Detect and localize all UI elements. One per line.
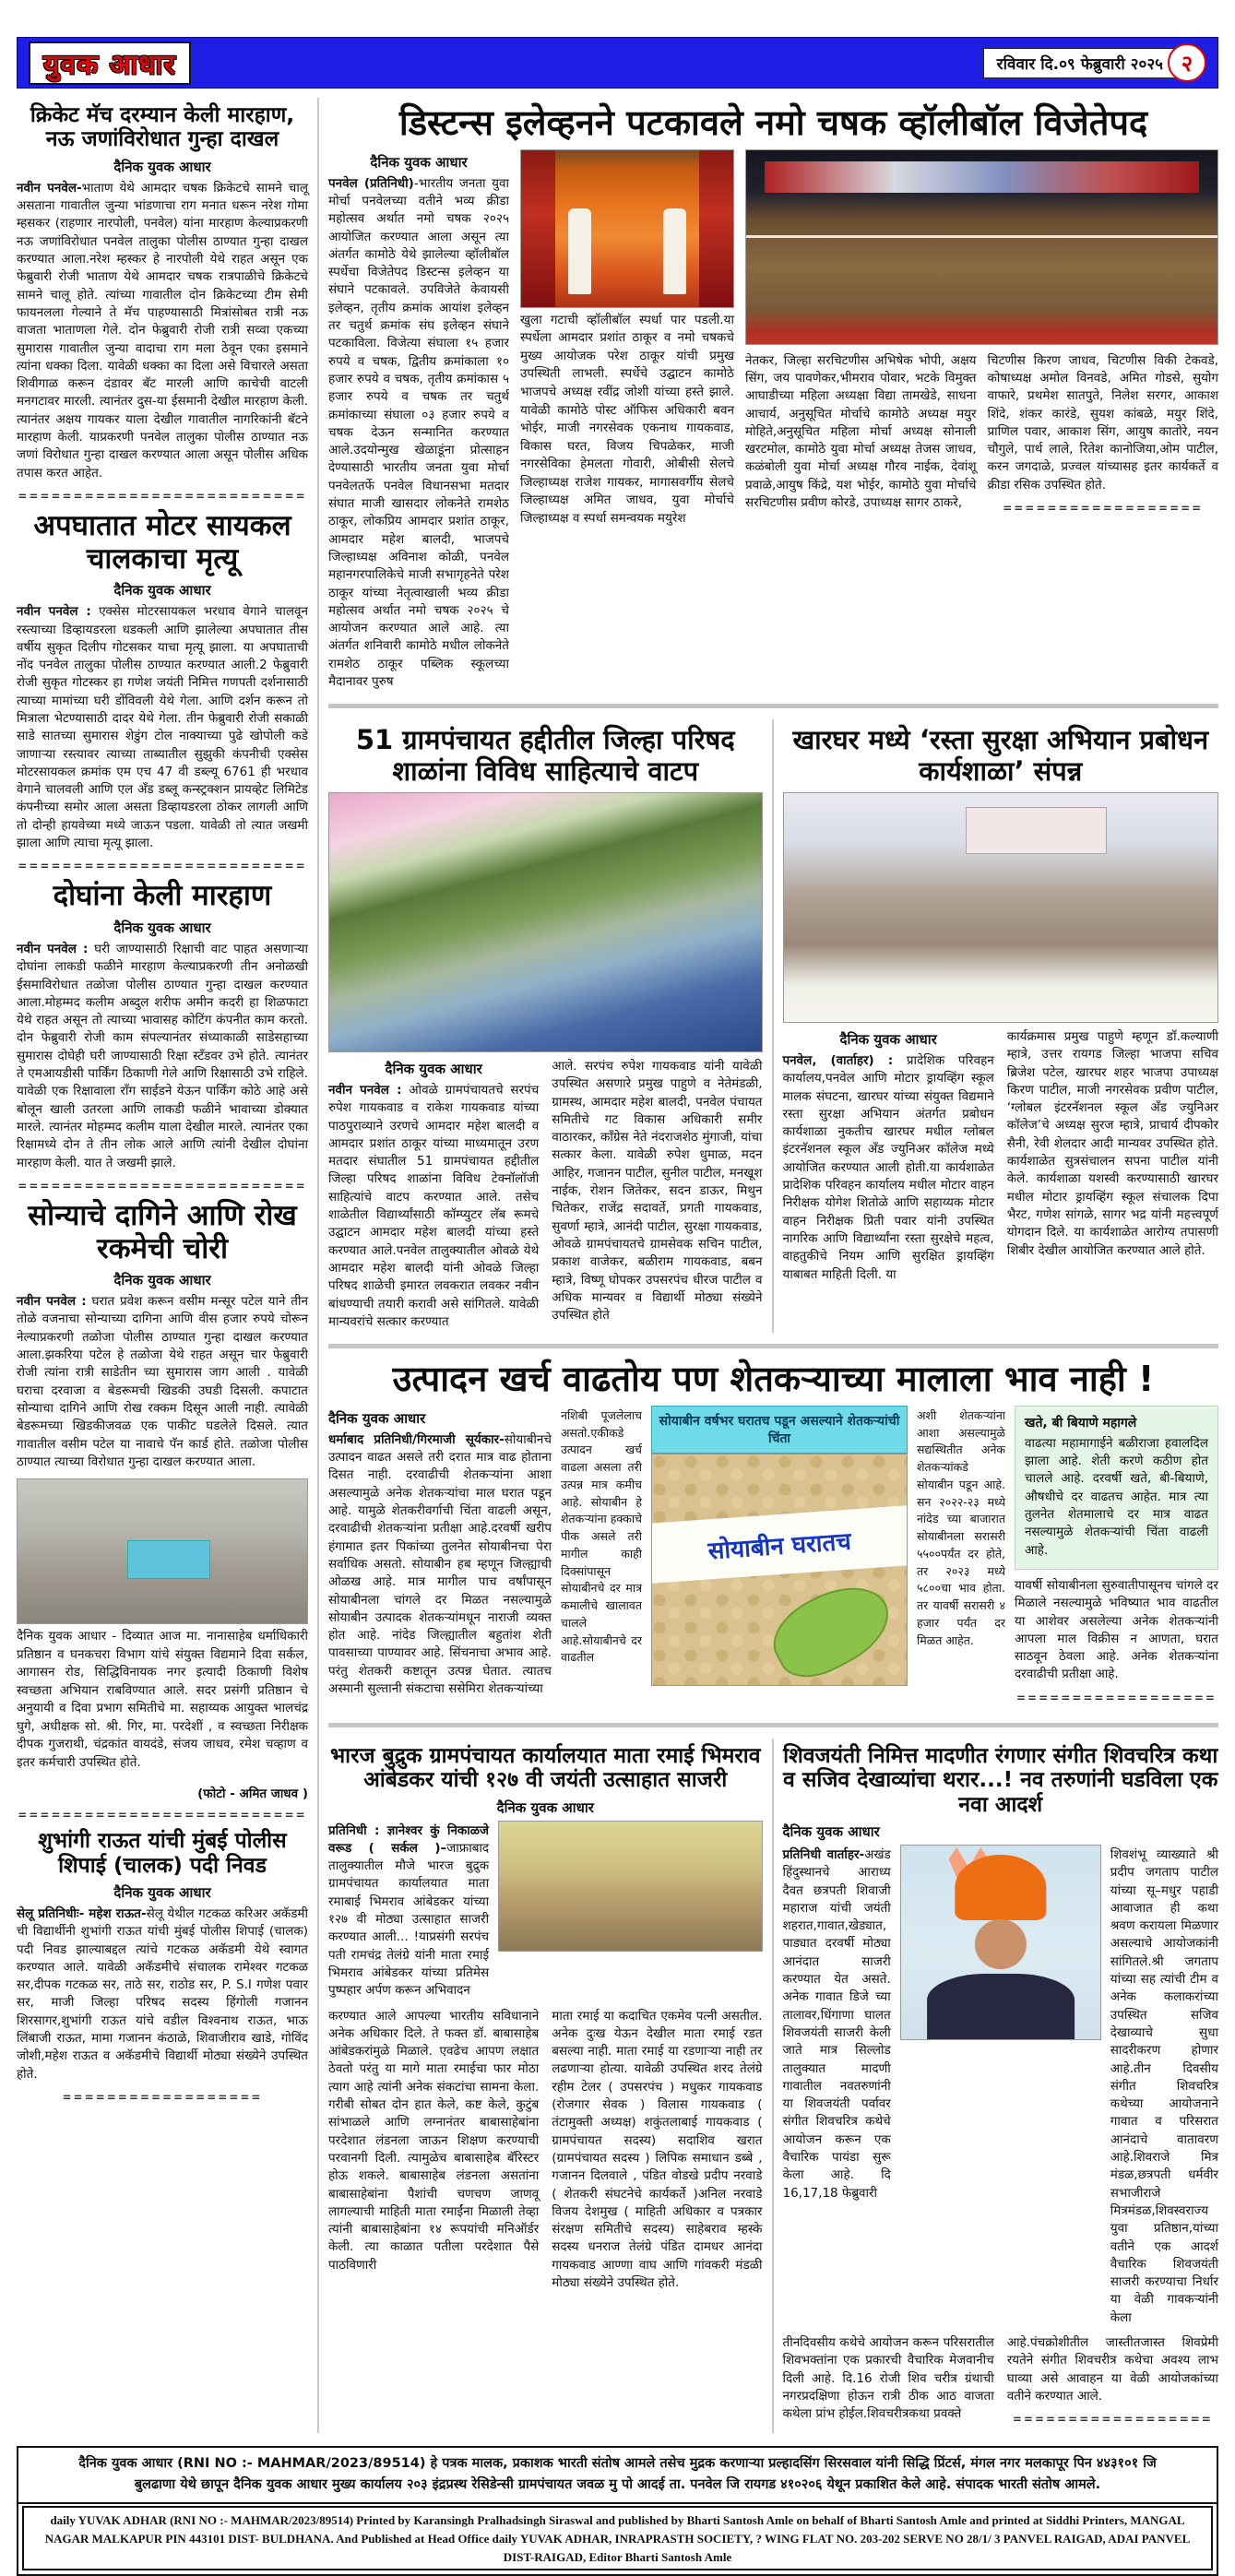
column-2: आले. सरपंच रुपेश गायकवाड यांनी यावेळी उपस्थित असणारे प्रमुख पाहुणे व नेतेमंडळी, ग्रामस्थ, आमदार महेश बालदी, पनवेल पंचायत समितीचे गट विकास अधिकारी समीर वाठारकर, काँग्रेस नेते नंदराजशेठ मुंगाजी, यांचा सत्कार केला. यावेळी रुपेश धुमाळ, मदन आहिर, गजानन पाटील, सुनील पाटील, मनखूश नाईक, रोशन जितेकर, सदन डाऊर, मिथुन चितेकर, राजेंद्र सदावर्ते, प्रगती गायकवाड, सुवर्णा म्हात्रे, आनंदी पाटील, सुरक्षा गायकवाड, ओवळे ग्रामपंचायतचे ग्रामसेवक सचिन पाटील, प्रकाश वाजेकर, बळीराम गायकवाड, बबन म्हात्रे, विष्णू घोपकर उपसरपंच धीरज पाटील व अधिक मान्यवर व विद्यार्थी मोठ्या संख्येने उपस्थित होते (552, 1058, 763, 1324)
speaker-portrait-photo (900, 1845, 1101, 2040)
headline: खारघर मध्ये ‘रस्ता सुरक्षा अभियान प्रबोधन कार्यशाळा’ संपन्न (792, 724, 1209, 787)
article-body (17, 603, 308, 852)
photo-caption-strip: सोयाबीन वर्षभर घरातच पडून असल्याने शेतकऱ्यांची चिंता (651, 1406, 908, 1454)
poster-decoration (699, 150, 733, 307)
article-body (328, 1431, 552, 1698)
column-1 (783, 1027, 994, 1286)
bottom-sections-row (328, 1739, 1218, 2434)
headline: सोन्याचे दागिने आणि रोख रकमेची चोरी (28, 1198, 297, 1265)
article-body (17, 941, 308, 1172)
article-school-materials (328, 719, 774, 1333)
newspaper-logo (29, 42, 191, 85)
byline: दैनिक युवक आधार (113, 920, 211, 936)
box-body: वाढत्या महामागाईने बळीराजा हवालदिल झाला आहे. शेती करणे कठीण होत चालले आहे. दरवर्षी खते, बी-बियाणे, औषधीचे दर वाढतच आहेत. मात्र त्या तुलनेत शेतमालाचे दर मात्र वाढत नसल्यामुळे शेतकऱ्यांची चिंता वाढली आहे. (1025, 1435, 1208, 1558)
separator: ========================== (18, 860, 307, 873)
kharghar-workshop-photo (783, 792, 1219, 1023)
separator: ================== (1016, 1691, 1217, 1704)
byline: दैनिक युवक आधार (385, 1060, 482, 1077)
volleyball-match-photo (745, 149, 1218, 345)
photo-caption: खुला गटाची व्हॉलीबॉल स्पर्धा पार पडली.या स्पर्धेला आमदार प्रशांत ठाकूर व नमो चषकचे मुख्य आयोजक परेश ठाकूर यांची प्रमुख उपस्थिती लाभली. स्पर्धेचे उद्घाटन कामोठे भाजपचे अध्यक्ष रवींद्र जोशी यांच्या हस्ते झाले. यावेळी कामोठे पोस्ट ऑफिस अधिकारी बवन भोईर, माजी नगरसेवक एकनाथ गायकवाड, विकास घरत, विजय चिपळेकर, माजी नगरसेविका हेमलता गोवारी, ओबीसी सेलचे जिल्हाध्यक्ष राजेश गायकर, मागासवर्गीय सेलचे जिल्हाध्यक्ष अमित जाधव, युवा मोर्चाचे जिल्हाध्यक्ष व स्पर्धा समन्वयक मयुरेश (520, 312, 734, 526)
article-columns (328, 2006, 763, 2295)
ramai-jayanti-photo (498, 1821, 762, 1952)
volleyball-article-grid (328, 149, 1218, 694)
article-columns (783, 1027, 1219, 1286)
ramai-intro-row (328, 1821, 763, 2002)
article-gold-theft (17, 1200, 308, 1822)
section-divider (328, 1723, 1218, 1727)
article-two-beaten (17, 880, 308, 1193)
dateline: नवीन पनवेल- (17, 180, 82, 196)
headline: शुभांगी राऊत यांची मुंबई पोलीस शिपाई (चालक) पदी निवड (38, 1829, 287, 1878)
section-divider (328, 704, 1218, 708)
column-1 (783, 1846, 891, 2327)
column-1 (328, 1056, 539, 1333)
school-children-group-photo (328, 792, 763, 1052)
headline: क्रिकेट मॅच दरम्यान केली मारहाण, नऊ जणांविरोधात गुन्हा दाखल (30, 103, 295, 152)
volleyball-photo-names-column (745, 149, 1218, 694)
separator: ================== (62, 2090, 263, 2104)
body-text: सोयाबीनचे उत्पादन वाढत असले तरी दरात मात्र वाढ होताना दिसत नाही. दरवाढीची शेतकऱ्यांना आशा असल्यामुळे अनेक शेतकऱ्यांचा माल घरात पडून आहे. यामुळे शेतकरीवर्गाची चिंता वाढली असून, दरवाढीची शेतकऱ्यांना प्रतीक्षा आहे.दरवर्षी खरीप हंगामात इतर पिकांच्या तुलनेत सोयाबीनचा पेरा सर्वाधिक असतो. सोयाबीन हब म्हणून जिल्ह्याची ओळख आहे. मात्र मागील पाच वर्षांपासून सोयाबीनला चांगले दर मिळत नसल्यामुळे सोयाबीन उत्पादक शेतकऱ्यांमधून नाराजी व्यक्त होत आहे. नांदेड जिल्ह्यातील बहुतांश शेती पावसाच्या पाण्यावर आहे. सिंचनाचा अभाव आहे. परंतु शेतकरी कष्टातून उत्पन्न घेतात. त्यातच अस्मानी सुल्तानी संकटाचा ससेमिरा शेतकऱ्यांच्या (328, 1431, 552, 1696)
headline: शिवजयंती निमित्त मादणीत रंगणार संगीत शिवचरित्र कथा व सजिव देखाव्यांचा थरार...! नव तरुणांनी घडविला एक नवा आदर्श (783, 1743, 1218, 1817)
poster-decoration (521, 150, 555, 307)
article-road-safety-workshop (774, 719, 1219, 1333)
box-title: खते, बी बियाणे महागले (1025, 1415, 1137, 1430)
farmer-column-1 (328, 1406, 552, 1712)
namo-chashak-inauguration-photo (520, 149, 734, 308)
imprint-marathi-line1: दैनिक युवक आधार (RNI NO :- MAHMAR/2023/89514) हे पत्रक मालक, प्रकाशक भारती संतोष आमले तसेच मुद्रक करणाऱ्या प्रल्हादसिंग सिरसवाल यांनी सिद्धि प्रिंटर्स, मंगल नगर मलकापूर पिन ४४३१०१ जि (78, 2456, 1157, 2472)
shiv-article-grid (783, 1845, 1219, 2329)
farmer-article-grid (328, 1406, 1218, 1712)
dateline: नवीन पनवेल : (17, 604, 91, 620)
byline: दैनिक युवक आधार (782, 1823, 880, 1840)
dateline: प्रतिनिधी : ज्ञानेश्वर कुं निकाळजे वरूड ( सर्कल )– (328, 1822, 490, 1856)
photo-caption: दैनिक युवक आधार - दिव्यात आज मा. नानासाहेब धर्माधिकारी प्रतिष्ठान व घनकचरा विभाग यांचे संयुक्त विद्यमाने दिवा सर्कल, आगासन रोड, सिद्धिविनायक नगर इत्यादी ठिकाणी विशेष स्वच्छता अभियान राबविण्यात आले. सदर प्रसंगी प्रतिष्ठान चे अनुयायी व दिवा प्रभाग समितीचे मा. सहाय्यक आयुक्त भालचंद्र घुगे, अधीक्षक सो. श्री. गिर, मा. परदेशीं , व स्वच्छता निरीक्षक दीपक गुजराथी, चंद्रकांत वायदंडे, संजय जाधव, रमेश चव्हाण व इतर कर्मचारी उपस्थित होते. (17, 1629, 308, 1771)
headline: अपघातात मोटर सायकल चालकाचा मृत्यू (33, 508, 291, 576)
article-bottom-columns (783, 2333, 1219, 2433)
net-decoration (746, 235, 1217, 238)
body-text: सेलू येथील गटकळ करिअर अकॅडमी ची विद्यार्थीनी शुभांगी राऊत यांची मुंबई पोलीस शिपाई (चालक) पदी निवड झाल्याबद्दल त्यांचे गटकळ अकॅडमी येथे स्वागत करण्यात आले. यावेळी अकॅडमीचे संचालक रामेश्वर गटकळ सर,दीपक गटकळ सर, ताठे सर, राठोड सर, P. S.I गणेश पवार सर, माजी जिल्हा परिषद सदस्य हिंगोली गजानन शिरसागर,शुभांगी राऊत यांचे वडील विश्वनाथ राऊत, भाऊ लिंबाजी राऊत, मामा गजानन कंठाळे, शिवाजीराव खाडे, गोविंद जोशी,महेश राऊत व अकॅडमीचे विद्यार्थी मोठ्या संख्येने उपस्थित होते. (17, 1905, 308, 2082)
headline: डिस्टन्स इलेव्हनने पटकावले नमो चषक व्हॉलीबॉल विजेतेपद (398, 102, 1148, 143)
byline: दैनिक युवक आधार (113, 582, 211, 599)
body-text: अखंड हिंदुस्थानचे आराध्य दैवत छत्रपती शिवाजी महाराज यांची जयंती शहरात,गावात,खेड्यात, पाड्यात दरवर्षी मोठ्या आनंदात साजरी करण्यात येत असते. अनेक गावात डिजे च्या तालावर,धिंगाणा घालत शिवजयंती साजरी केली जाते मात्र सिल्लोड तालुक्यात मादणी गावातील नवतरुणांनी या शिवजयंती पर्वावर संगीत शिवचरित्र कथेचे आयोजन करून एक वैचारिक पायंडा सुरू केला आहे. दि 16,17,18 फेब्रुवारी (782, 1847, 891, 2201)
edition-info (983, 43, 1206, 82)
article-body (17, 1293, 308, 1471)
middle-sections-row (328, 719, 1218, 1333)
figure-decoration (568, 208, 591, 295)
imprint-footer (17, 2446, 1218, 2576)
headline: दोघांना केली मारहाण (53, 879, 272, 913)
byline: दैनिक युवक आधार (328, 1409, 426, 1427)
figure-decoration (663, 208, 686, 295)
article-body (328, 175, 509, 692)
article-cricket-assault (17, 103, 308, 503)
dateline: प्रतिनिधी वार्ताहर- (782, 1847, 865, 1862)
fertilizer-costs-box (1015, 1406, 1218, 1570)
imprint-marathi-line2: बुलढाणा येथे छापून दैनिक युवक आधार मुख्य कार्यालय २०३ इंद्रप्रस्थ रेसिडेन्सी ग्रामपंचायत जवळ मु पो आदई ता. पनवेल जि रायगड ४१०२०६ येथून प्रकाशित केले आहे. संपादक भारती संतोष आमले. (134, 2477, 1101, 2493)
column-2: माता रमाई या कदाचित एकमेव पत्नी असतील. अनेक दुःख येऊन देखील माता रमाई रडत बसल्या नाही. माता रमाई या रडणाऱ्या नाही तर लढणाऱ्या होत्या. यावेळी उपस्थित शरद तेलंग्रे रहीम टेलर ( उपसरपंच ) मधुकर गायकवाड (रोजगार सेवक ) विलास गायकवाड ( तंटामुक्ती अध्यक्ष) शकुंतलाबाई गायकवाड ( ग्रामपंचायत सदस्य) सदाशिव खरात (ग्रामपंचायत सदस्य ) लिपिक समाधान डब्बे , गजानन दिलवाले , पंडित वोडखे प्रदीप नरवाडे ( शेतकरी संघटनेचे कार्यकर्ते )अनिल नरवाडे विजय देशमुख ( माहिती अधिकार व पत्रकार संरक्षण समितीचे सदस्य) साहेबराव म्हस्के सदस्य धनराज तेलंग्रे पंडित दामधर आनंदा गायकवाड आण्णा वाघ आणि गांवकरी मंडळी मोठ्या संख्येने उपस्थित होते. (552, 2008, 763, 2290)
article-volleyball-trophy (328, 103, 1218, 693)
footer-imprint-english: daily YUVAK ADHAR (RNI NO :- MAHMAR/2023/89514) Printed by Karansingh Pralhadsingh Siraswal and published by Bharti Santosh Amle on behalf of Bharti Santosh Amle and printed at Siddhi Printers, MANGAL NAGAR MALKAPUR PIN 443101 DIST- BULDHANA. And Published at Head Office daily YUVAK ADHAR, INRAPRASTH SOCIETY, ? WING FLAT NO. 203-202 SERVE NO 28/1/ 3 PANVEL RAIGAD, ADAI PANVEL DIST-RAIGAD, Editor Bharti Santosh Amle (18, 2502, 1217, 2574)
coat-decoration (927, 1974, 1075, 2039)
separator: ========================== (18, 1809, 307, 1822)
byline: दैनिक युवक आधार (113, 158, 211, 175)
farmer-column-5 (1015, 1406, 1218, 1712)
farmer-column-2: नशिबी पूजलेलाच असतो.एकीकडे उत्पादन खर्च वाढला असला तरी उत्पन्न मात्र कमीच आहे. सोयाबीन हे शेतकऱ्यांना हक्काचे पीक असले तरी मागील काही दिक्सांपासून सोयाबीनचे दर मात्र कमालीचे खालावत चालले आहे.सोयाबीनचे दर वाढतील (561, 1407, 642, 1665)
dateline: नवीन पनवेल : (17, 1294, 87, 1310)
names-column-2: चिटणीस किरण जाधव, चिटणीस विकी टेकवडे, कोषाध्यक्ष अमोल विनवडे, अमित गोडसे, सुयोग वाफारे, प्रथमेश सातपुते, निलेश सरगर, आकाश शिंदे, शंकर कारंडे, सुयश कांबळे, मयुर शिंदे, प्राणिल पवार, आकाश सिंग, आयुष कातोरे, नयन चौगुले, पार्थ लाले, रितेश कानोजिया,ओम पाटील, करन जगदाळे, प्रज्वल यांच्यासह इतर कार्यकर्ते व क्रीडा रसिक उपस्थित होते. (987, 352, 1218, 493)
byline: दैनिक युवक आधार (113, 1883, 211, 1901)
article-body (783, 1052, 994, 1284)
article-body (328, 1082, 539, 1331)
banner-decoration (765, 161, 1198, 193)
page-number-badge: २ (1168, 43, 1206, 82)
byline: दैनिक युवक आधार (839, 1030, 937, 1048)
body-text: भाताण येथे आमदार चषक क्रिकेटचे सामने चालू असताना गावातील जुन्या भांडणाचा राग मनात धरून नरेश गोमा म्हसकर (राहणार नारपोली, पनवेल) यांना मारहाण केल्याप्रकरणी नऊ जणांविरोधात पनवेल तालुका पोलीस ठाण्यात गुन्हा दाखल करण्यात आला.नरेश म्हस्कर हे नारपोली येथे राहत असून एक फेब्रुवारी रोजी भाताण येथे आमदार चषक रात्रपाळीचे क्रिकेटचे सामने चालू होते. त्यांच्या गावातील दोन क्रिकेटच्या टीम सेमी फायनलला गेल्याने ते मॅच पाहण्यासाठी मित्रांसोबत रात्री नऊ वाजता भाताणला गेले. दोन फेब्रुवारी रोजी रात्री सव्वा एकच्या सुमारास गावातील जुन्या वादाचा राग मला ठेवून एका इसमाने त्यांना धक्का दिला. यावेळी धक्का का दिला असे विचारले असता शिवीगाळ करून दंडावर बॅट मारली आणि काचेची वाटली मनगटावर मारली. त्यानंतर दुस-या ईसमानी देखील मारहाण केली. त्यानंतर अक्षय गायकर याला देखील गावातील नागरिकांनी बॅटने मारहाण केली. याप्रकरणी पनवेल तालुका पोलीस ठाण्यात नऊ जणां विरोधात गुन्हा दाखल करण्यात आला असून पोलीस अधिक तपास करत आहेत. (17, 180, 308, 481)
dateline: नवीन पनवेल : (17, 942, 89, 956)
body-text: प्रादेशिक परिवहन कार्यालय,पनवेल आणि मोटार ड्रायव्हिंग स्कूल मालक संघटना, खारघर यांच्या संयुक्त विद्यमाने रस्ता सुरक्षा अभियान अंतर्गत प्रबोधन कार्यशाळा नुकतीच खारघर मधील ग्लोबल इंटरनॅशनल स्कूल अँड ज्युनिअर कॉलेज मध्ये आयोजित करण्यात आली होती.या कार्यशाळेत प्रादेशिक परिवहन कार्यालय मधील मोटार वाहन निरीक्षक योगेश शितोळे आणि सहाय्यक मोटार वाहन निरीक्षक प्रिती पवार यांनी उपस्थित नागरिक आणि विद्यार्थ्यांना रस्ता सुरक्षेचे महत्व, वाहतुकीचे नियम आणि सुरक्षित ड्रायव्हिंग याबाबत माहिती दिली. या (782, 1052, 994, 1282)
separator: ========================== (18, 489, 307, 503)
after-box-text: यावर्षी सोयाबीनला सुरुवातीपासूनच चांगले दर मिळाले नसल्यामुळे भविष्यात भाव वाढतील या आशेवर असलेल्या अनेक शेतकऱ्यांनी आपला माल विक्रीस न आणता, घरात साठवून ठेवला आहे. अनेक शेतकऱ्यांना दरवाढीची प्रतीक्षा आहे. (1015, 1577, 1218, 1682)
main-column (317, 98, 1218, 2433)
byline: दैनिक युवक आधार (496, 1798, 594, 1816)
column-2: शिवशंभू व्याख्याते श्री प्रदीप जगताप पाटील यांच्या सू–मधुर पहाडी आवाजात ही कथा श्रवण करायला मिळणार असल्याचे आयोजकांनी सांगितले.श्री जगताप यांच्या सह त्यांची टीम व अनेक कलाकरांच्या उपस्थित सजिव देखाव्याचे सुधा सादरीकरण होणार आहे.तीन दिवसीय संगीत शिवचरित्र कथेच्या आयोजनाने गावात व परिसरात आनंदाचे वातावरण आहे.शिवराजे मित्र मंडळ,छत्रपती धर्मवीर सभाजीराजे मित्रमंडळ,शिवस्वराज्य युवा प्रतिष्ठान,यांच्या वतीने एक आदर्श वैचारिक शिवजयंती साजरी करण्याचा निर्धार या वेळी गावकऱ्यांनी केला (1110, 1847, 1218, 2325)
soybean-pod-decoration (761, 1570, 902, 1686)
left-column (17, 98, 308, 2433)
newspaper-logo-text: युवक आधार (43, 48, 176, 81)
article-shubhangi-raut (17, 1829, 308, 2104)
names-column-2-wrap (988, 350, 1219, 522)
edition-date: रविवार दि.०९ फेब्रुवारी २०२५ (983, 48, 1188, 78)
names-column-1: नेतकर, जिल्हा सरचिटणीस अभिषेक भोपी, अक्षय सिंग, जय पावणेकर,भीमराव पोवार, भटके विमुक्त आघाडीच्या महिला अध्यक्षा विद्या तामखेडे, साधना आचार्य, अनुसूचित मोर्चाचे कामोठे अध्यक्ष मयुर मोहिते,अनुसूचित महिला मोर्चा अध्यक्ष सोनाली खरटमोल, कामोठे युवा मोर्चा अध्यक्ष तेजस जाधव, कळंबोली युवा मोर्चा अध्यक्ष गौरव नाईक, देवांशू प्रवाळे,आयुष किंद्रे, यश भोईर, कामोठे युवा मोर्चाचे सरचिटणीस प्रवीण कोरडे, उपाध्यक्ष सागर ठाकरे, (745, 352, 977, 511)
dateline: पनवेल (प्रतिनिधी) (328, 175, 414, 191)
body-text: घरी जाण्यासाठी रिक्षाची वाट पाहत असणाऱ्या दोघांना लाकडी फळीने मारहाण केल्याप्रकरणी तीन अनोळखी ईसमाविरोधात तळोजा पोलीस ठाण्यात गुन्हा दाखल करण्यात आला.मोहम्मद कलीम अब्दुल शरीफ अमीन कदरी हा शिळफाटा येथे राहत असून तो त्याच्या भावासह कोटिंग कंपनीत काम करतो. दोन फेब्रुवारी रोजी काम संपल्यानंतर संध्याकाळी साडेसहाच्या सुमारास दोघेही घरी जाण्यासाठी रिक्षा स्टँडवर उभे होते. त्यानंतर ते एमआयडीसी पार्किंग ठिकाणी गेले आणि रिक्षासाठी उभे राहिले. यावेळी एक रिक्षावाला राँग साईडने येऊन पार्किंग कोठे आहे असे बोलून खाली उतरला आणि लाकडी फळीने भावाच्या डोक्यात मारले. त्यानंतर मोहम्मद कलीम याला देखील मारले. त्यानंतर एका रिक्षामध्ये दोन ते तीन लोक आले आणि त्यांनी देखील दोघांना मारहाण केली. यात ते जखमी झाले. (17, 942, 308, 1170)
soybean-photo-label: सोयाबीन घरातच (707, 1526, 852, 1565)
body-text: ओवळे ग्रामपंचायतचे सरपंच रुपेश गायकवाड व राकेश गायकवाड यांच्या पाठपुराव्याने उरणचे आमदार महेश बालदी व आमदार प्रशांत ठाकूर यांच्या माध्यमातून उरण मतदार संघातील 51 ग्रामपंचायत हद्दीतील जिल्हा परिषद शाळांना विविध टेक्नॉलॉजी साहित्यांचे वाटप करण्यात आले. तसेच शाळेतील विद्यार्थ्यांसाठी कॉम्प्युटर लॅब रूमचे उद्घाटन आमदार महेश बालदी यांच्या हस्ते करण्यात आले.पनवेल तालुक्यातील ओवळे येथे आमदार महेश बालदी यांनी ओवळे जिल्हा परिषद शाळेची इमारत लवकरात लवकर नवीन बांधण्याची तयारी करावी असे सांगितले. यावेळी मान्यवरांचे सत्कार करण्यात (328, 1082, 540, 1329)
turban-decoration (955, 1855, 1046, 1920)
attendee-names (745, 350, 1218, 522)
byline: दैनिक युवक आधार (113, 1272, 211, 1289)
section-divider (328, 1344, 1218, 1348)
headline: उत्पादन खर्च वाढतोय पण शेतकऱ्याच्या मालाला भाव नाही ! (392, 1359, 1155, 1400)
bottom-column-1: तीनदिवसीय कथेचे आयोजन करून परिसरातील शिवभक्तांना एक प्रकारची वैचारिक मेजवानीच दिली आहे. दि.16 रोजी शिव चरीत्र ग्रंथाची नगरप्रदक्षिणा होऊन रात्री ठीक आठ वाजता कथेला प्रांभ होईल.शिवचरीत्रकथा प्रवक्ते (782, 2335, 994, 2422)
banner-decoration (127, 1540, 210, 1580)
article-ramai-jayanti (328, 1739, 774, 2434)
byline: दैनिक युवक आधार (370, 153, 468, 171)
footer-imprint-marathi (18, 2448, 1217, 2501)
article-intro (328, 1822, 489, 2000)
article-columns (328, 1056, 763, 1333)
article-body (17, 1905, 308, 2083)
brush-decoration (651, 1505, 908, 1585)
article-shivjayanti-katha (774, 1739, 1219, 2434)
dateline: सेलू प्रतिनिधीः- महेश राऊत- (17, 1905, 147, 1921)
article-body (17, 180, 308, 482)
article-soybean-prices (328, 1359, 1218, 1712)
headline: भारज बुद्रुक ग्रामपंचायत कार्यालयात माता रमाई भिमराव आंबेडकर यांची १२७ वी जयंती उत्साहात साजरी (329, 1743, 761, 1793)
bottom-column-2: आहे.पंचक्रोशीतील जास्तीतजास्त शिवप्रेमी रयतेने संगीत शिवचरीत्र कथेचा अवश्य लाभ घाव्या असे आवाहन या वेळी आयोजकांच्या वतीने करण्यात आले. (1006, 2335, 1218, 2404)
dateline: पनवेल, (वार्ताहर) : (782, 1052, 894, 1068)
volleyball-text-column (328, 149, 509, 694)
column-1: करण्यात आले आपल्या भारतीय सविधानाने अनेक अधिकार दिले. ते फक्त डॉ. बाबासाहेब आंबेडकरांमुळे मिळाले. एवढेच आपण लक्षात ठेवतो परंतु या मागे माता रमाईचा फार मोठा त्याग आहे त्यांनी अनेक संकटांचा सामना केला. गरीबी सोबत दोन हात केले, कष्ट केले, कुटुंब सांभाळले आणि लग्नानंतर बाबासाहेबांना परदेशात लंडनला जाऊन शिक्षण करण्याची परवानगी दिली. त्यामुळेच बाबासाहेब बॅरिस्टर होऊ शकले. बाबासाहेब लंडनला असतांना बाबासाहेबांना पैशांची चणचण जाणवू लागल्याची माहिती माता रमाईंना मिळाली तेव्हा त्यांनी बाबासाहेबांना १४ रूपयांची मनिऑर्डर केली. त्या काळात पतीला परदेशात पैसे पाठविणारी (328, 2008, 540, 2273)
masthead (17, 37, 1218, 89)
photo-credit: (फोटो - अमित जाधव ) (197, 1787, 308, 1802)
ramai-photo-wrap (498, 1821, 762, 2002)
body-text: घरात प्रवेश करून वसीम मन्सूर पटेल याने तीन तोळे वजनाचा सोन्याच्या दागिना आणि वीस हजार रुपये चोरून नेल्याप्रकरणी तळोजा पोलीस ठाण्यात गुन्हा दाखल करण्यात आला.झकरिया पटेल हे तळोजा येथे राहत असून चार फेब्रुवारी रोजी त्यांना रात्री साडेतीन च्या सुमारास जाग आली . यावेळी घराचा दरवाजा व बेडरूमची खिडकी उघडी दिसली. कपाटात सोन्याचा दागिने आणि रोख रक्कम दिसून आली नाही. त्यावेळी बेडरूमच्या खिडकीजवळ एक पाकीट घडलेले दिसले. त्यात गावातील वसीम पटेल या नावाचे पॅन कार्ड होते. तळोजा पोलीस ठाण्यात त्याच्या विरोधात गुन्हा दाखल करण्यात आला. (17, 1294, 308, 1469)
intro-text: जाफ्राबाद तालुक्यातील मौजे भारज बुद्रुक ग्रामपंचायत कार्यालयात माता रमाबाई भिमराव आंबेडकर यांच्या १२७ वी मोठ्या उत्साहात साजरी करण्यात आली... !याप्रसंगी सरपंच पती रामचंद्र तेलंग्रे यांनी माता रमाई भिमराव आंबेडकर यांच्या प्रतिमेस पुष्पहार अर्पण करून अभिवादन (328, 1840, 490, 1999)
dateline: धर्माबाद प्रतिनिधी/गिरमाजी सूर्यकार- (328, 1431, 505, 1447)
separator: ================== (1012, 2413, 1213, 2427)
body-text: -भारतीय जनता युवा मोर्चा पनवेलच्या वतीने भव्य क्रीडा महोत्सव अर्थात नमो चषक २०२५ आयोजित करण्यात आला असून त्या अंतर्गत कामोठे येथे झालेल्या व्हॉलीबॉल स्पर्धेचा विजेतेपद डिस्टन्स इलेव्हन या संघाने पटकावले. उपविजेते केवायसी इलेव्हन, तृतीय क्रमांक आयांश इलेव्हन तर चतुर्थ क्रमांक संघ इलेव्हन संघाने पटकाविला. विजेत्या संघाला १५ हजार रुपये व चषक, द्वितीय क्रमांकाला १० हजार रुपये व चषक, तृतीय क्रमांकास ५ हजार रुपये व चषक तर चतुर्थ क्रमांकाच्या संघाला ०३ हजार रुपये व चषक देऊन सन्मानित करण्यात आले.उदयोन्मुख खेळाडूंना प्रोत्साहन देण्यासाठी भारतीय जनता युवा मोर्चा पनवेलतर्फे पनवेल विधानसभा मतदार संघात माजी खासदार लोकनेते रामशेठ ठाकूर, लोकप्रिय आमदार प्रशांत ठाकूर, आमदार महेश बालदी, भाजपचे जिल्हाध्यक्ष अविनाश कोळी, पनवेल महानगरपालिकेचे माजी सभागृहनेते परेश ठाकूर यांच्या नेतृत्वाखाली भव्य क्रीडा महोत्सव अर्थात नमो चषक २०२५ चे आयोजन करण्यात आले आहे. त्या अंतर्गत शनिवारी कामोठे मधील लोकनेते रामशेठ ठाकूर पब्लिक स्कूलच्या मैदानावर पुरुष (328, 175, 509, 689)
face-decoration (975, 1919, 1027, 1970)
farmer-column-4: अशी शेतकऱ्यांना आशा असल्यामुळे सद्यस्थितीत अनेक शेतकऱ्यांकडे सोयाबीन पडून आहे. सन २०२२-२३ मध्ये नांदेड च्या बाजारात सोयाबीनला सरासरी ५५००पर्यंत दर होते, तर २०२३ मध्ये ५८००चा भाव होता. तर यावर्षी सरासरी ४ हजार पर्यंत दर मिळत आहेत. (917, 1407, 1005, 1647)
banner-decoration (966, 807, 1107, 855)
soybean-photo (651, 1454, 908, 1686)
soybean-photo-block (651, 1406, 908, 1712)
bottom-column-2-wrap (1007, 2333, 1218, 2433)
page-content (17, 98, 1218, 2433)
column-2: कार्यक्रमास प्रमुख पाहुणे म्हणून डॉ.कल्याणी म्हात्रे, उत्तर रायगड जिल्हा भाजपा सचिव ब्रिजेश पटेल, खारघर शहर भाजपा उपाध्यक्ष किरण पाटील, माजी नगरसेवक प्रवीण पाटील, ‘ग्लोबल इंटरनॅशनल स्कूल अँड ज्युनिअर कॉलेज’चे अध्यक्ष सुरज म्हात्रे, प्राचार्य दीपकोर सैनी, रेवी शेलदार आदी मान्यवर उपस्थित होते. कार्यशाळेत सुत्रसंचालन सपना पाटील यांनी केले. कार्यशाळा यशस्वी करण्यासाठी खारघर मधील मोटार ड्रायव्हिंग स्कूल संचालक दिपा भैरट, गणेश सांगळे, सागर भद्र यांनी महत्त्वपूर्ण योगदान दिले. या कार्यशाळेत आरोग्य तपासणी शिबीर देखील आयोजित करण्यात आले होते. (1006, 1028, 1218, 1258)
article-bike-accident (17, 510, 308, 873)
headline: 51 ग्रामपंचायत हद्दीतील जिल्हा परिषद शाळांना विविध साहित्याचे वाटप (355, 724, 735, 787)
separator: ========================== (18, 1179, 307, 1193)
volleyball-photo-column (520, 149, 734, 694)
cleanliness-drive-photo (17, 1478, 308, 1624)
dateline: नवीन पनवेल : (328, 1082, 402, 1098)
body-text: एक्सेस मोटरसायकल भरधाव वेगाने चालवून रस्त्याच्या डिव्हायडरला धडकली आणि झालेल्या अपघातात तीस वर्षीय सुकृत दिलीप गोटसकर याचा मृत्यू झाला. या अपघाताची नोंद पनवेल तालुका पोलीस ठाण्यात करण्यात आली.2 फेब्रुवारी रोजी सुकृत गोटस्कर हा गणेश जयंती निमित्त गणपती दर्शनासाठी त्याच्या मामांच्या घरी डोंविवली येथे गेला. आणि दर्शन करून तो मित्राला भेटण्यासाठी दादर येथे गेला. तीन फेब्रुवारी रोजी सकाळी साडे सातच्या सुमारास शेडुंग टोल नाक्याच्या पुढे खोपोली कडे जाणाऱ्या रस्त्यावर त्याच्या ताब्यातील सुझुकी कंपनीची एक्सेस मोटरसायकल क्रमांक एम एच 47 वी डब्ल्यू 6761 ही भरधाव वेगाने चालवली आणि एल अँड डब्लू कन्स्ट्रक्शन प्रायव्हेट लिमिटेड कंपनीच्या समोर आला असता डिव्हायडरला ठोकर लागली आणि तो दोन्ही हायवेच्या मध्ये जाऊन पडला. यावेळी तो त्यात जखमी झाला आणि त्याचा मृत्यू झाला. (17, 604, 308, 851)
separator: ================== (1003, 502, 1204, 516)
